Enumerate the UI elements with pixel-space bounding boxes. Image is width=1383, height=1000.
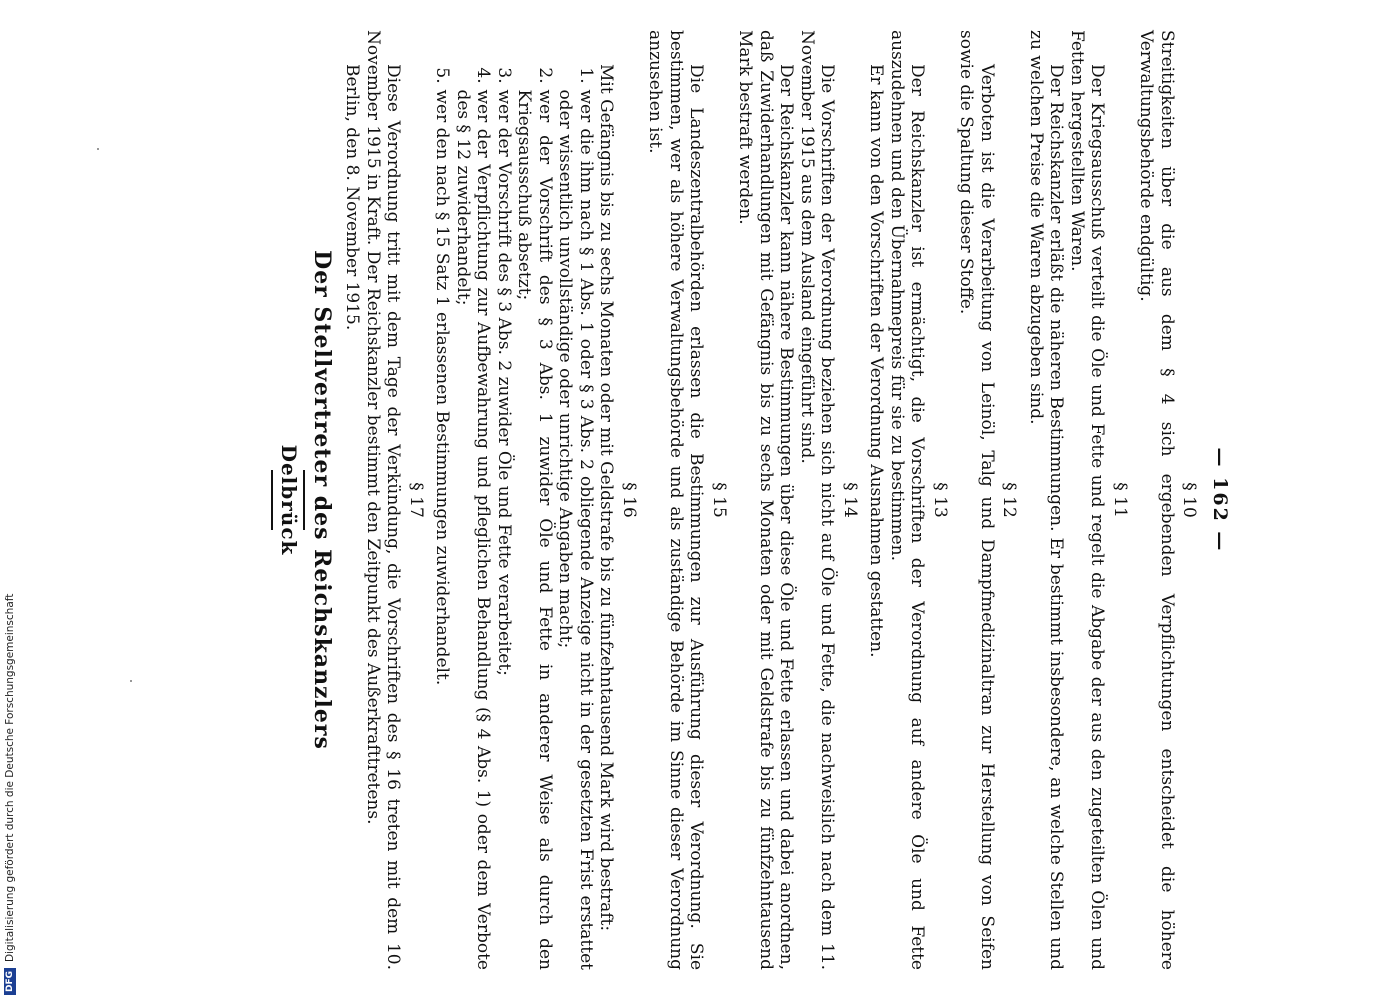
rotated-document-page (210, 30, 1230, 970)
list-item (555, 67, 596, 970)
section-paragraph: Der Reichskanzler erläßt die näheren Bestimmungen. Er bestimmt insbesondere, an welche Stellen und zu welchen Preise die Waren abzugeben sind. (1026, 30, 1067, 970)
section-heading: § 16 (619, 482, 639, 518)
section-paragraph: Streitigkeiten über die aus dem § 4 sich ergebenden Verpflichtungen entscheidet die höhere Verwaltungsbehörde endgültig. (1136, 30, 1177, 970)
dfg-logo: DFG (4, 968, 16, 995)
signature-title: Der Stellvertreter des Reichskanzlers (309, 250, 335, 750)
section-heading: § 12 (999, 482, 1020, 518)
page-number: — 162 — (1209, 447, 1231, 553)
section-paragraph: Diese Verordnung tritt mit dem Tage der Verkündung, die Vorschriften des § 16 treten mit dem 10. November 1915 in Kraft. Der Reichskanzler bestimmt den Zeitpunkt des Außerkrafttretens. (363, 30, 404, 970)
list-item (453, 67, 494, 970)
penalty-list (432, 30, 596, 970)
document-body (363, 30, 1200, 970)
digitization-credit (4, 594, 16, 995)
list-item-number: 4. (473, 67, 494, 84)
section-paragraph: Er kann von den Vorschriften der Verordnung Ausnahmen gestatten. (866, 64, 887, 658)
date-line: Berlin, den 8. November 1915. (342, 64, 363, 331)
section-paragraph: Die Landeszentralbehörden erlassen die Bestimmungen zur Ausführung dieser Verordnung. Sie bestimmen, wer als höhere Verwaltungsbehörde und als zuständige Behörde im Sinne dieser Verordnung anzusehen ist. (645, 30, 707, 970)
list-item-number: 1. (576, 67, 596, 84)
section-heading: § 11 (1110, 482, 1130, 518)
closing-rule (271, 470, 273, 530)
section-paragraph: Mit Gefängnis bis zu sechs Monaten oder mit Geldstrafe bis zu fünfzehntausend Mark wird bestraft: (596, 64, 617, 932)
section-heading: § 14 (840, 482, 860, 518)
section-paragraph: Der Reichskanzler kann nähere Bestimmungen über diese Öle und Fette erlassen und dabei anordnen, daß Zuwiderhandlungen mit Gefängnis bis zu sechs Monaten oder mit Geldstrafe bis zu fünfzehntausend Mark bestraft werden. (735, 30, 797, 970)
section-heading: § 13 (930, 482, 950, 518)
scan-speck (97, 148, 99, 150)
list-item (514, 67, 555, 970)
signer-name: Delbrück (277, 444, 302, 556)
list-item (432, 67, 453, 970)
section-paragraph: Die Vorschriften der Verordnung beziehen sich nicht auf Öle und Fette, die nachweislich nach dem 11. November 1915 aus dem Ausland eingeführt sind. (797, 30, 838, 970)
list-item-text: wer der Vorschrift des § 3 Abs. 1 zuwider Öle und Fette in anderer Weise als durch den Kriegsausschuß absetzt; (514, 89, 555, 970)
list-item-text: wer der Vorschrift des § 3 Abs. 2 zuwider Öle und Fette verarbeitet; (494, 89, 514, 676)
signature-rule (304, 470, 306, 530)
section-paragraph: Der Kriegsausschuß verteilt die Öle und Fette und regelt die Abgabe der aus den zugeteilten Ölen und Fetten hergestellten Waren. (1067, 30, 1108, 970)
list-item-number: 5. (432, 67, 453, 84)
section-heading: § 17 (406, 482, 426, 518)
list-item-number: 3. (494, 67, 514, 84)
list-item-text: wer den nach § 15 Satz 1 erlassenen Bestimmungen zuwiderhandelt. (432, 89, 453, 686)
list-item (494, 67, 515, 970)
list-item-text: wer die ihm nach § 1 Abs. 1 oder § 3 Abs. 2 obliegende Anzeige nicht in der gesetzten Frist erstattet oder wissentlich unvollständige oder unrichtige Angaben macht; (555, 89, 596, 970)
section-paragraph: Verboten ist die Verarbeitung von Leinöl, Talg und Dampfmedizinaltran zur Herstellung von Seifen sowie die Spaltung dieser Stoffe. (956, 30, 997, 970)
list-item-number: 2. (535, 67, 555, 84)
scan-speck (130, 680, 132, 682)
credit-text: Digitalisierung gefördert durch die Deutsche Forschungsgemeinschaft (4, 593, 16, 962)
list-item-text: wer der Verpflichtung zur Aufbewahrung und pfleglichen Behandlung (§ 4 Abs. 1) oder dem Verbote des § 12 zuwiderhandelt; (453, 89, 494, 970)
section-heading: § 10 (1179, 482, 1200, 518)
section-heading: § 15 (709, 482, 729, 518)
section-paragraph: Der Reichskanzler ist ermächtigt, die Vorschriften der Verordnung auf andere Öle und Fette auszudehnen und den Übernahmepreis für sie zu bestimmen. (887, 30, 928, 970)
